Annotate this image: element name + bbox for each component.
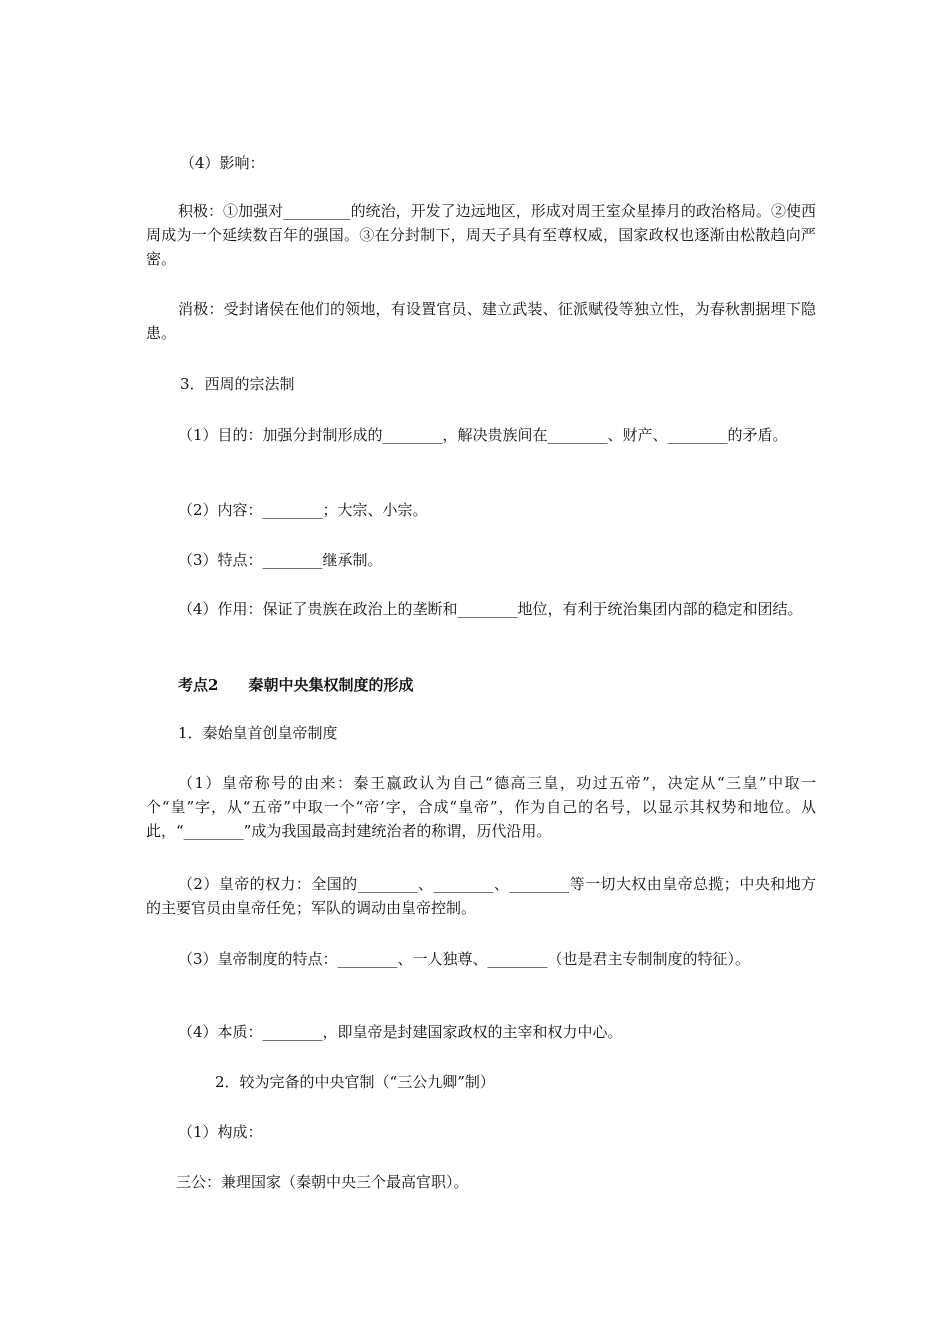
paragraph-three-dukes: 三公：兼理国家（秦朝中央三个最高官职）。 (176, 1173, 469, 1191)
paragraph-influence-heading: （4）影响： (180, 154, 265, 172)
topic-heading-2: 考点2 秦朝中央集权制度的形成 (178, 676, 414, 694)
paragraph-emperor-origin: （1）皇帝称号的由来：秦王嬴政认为自己“德高三皇，功过五帝”，决定从“三皇”中取一个“皇”字，从“五帝”中取一个“帝’字，合成“皇帝”，作为自己的名号，以显示其权势和地位。从此，“________”成为我国最高封建统治者的称谓，历代沿用。 (146, 774, 816, 840)
paragraph-zongfa-purpose: （1）目的：加强分封制形成的________，解决贵族间在________、财产、________的矛盾。 (178, 426, 788, 444)
paragraph-positive: 积极：①加强对_________的统治，开发了边远地区，形成对周王室众星捧月的政治格局。②使西周成为一个延续数百年的强国。③在分封制下，周天子具有至尊权威，国家政权也逐渐由松散趋向严密。 (146, 202, 816, 268)
section-heading-emperor: 1．秦始皇首创皇帝制度 (178, 724, 338, 742)
section-heading-zongfa: 3．西周的宗法制 (180, 375, 295, 393)
section-heading-officials: 2．较为完备的中央官制（“三公九卿”制） (215, 1073, 495, 1091)
paragraph-emperor-power: （2）皇帝的权力：全国的________、________、________等一切大权由皇帝总揽；中央和地方的主要官员由皇帝任免；军队的调动由皇帝控制。 (146, 875, 816, 917)
paragraph-negative: 消极：受封诸侯在他们的领地，有设置官员、建立武装、征派赋役等独立性，为春秋割据埋下隐患。 (146, 300, 816, 342)
paragraph-zongfa-function: （4）作用：保证了贵族在政治上的垄断和________地位，有利于统治集团内部的稳定和团结。 (178, 600, 803, 618)
paragraph-zongfa-content: （2）内容：________；大宗、小宗。 (178, 501, 428, 519)
paragraph-structure: （1）构成： (178, 1123, 263, 1141)
paragraph-emperor-feature: （3）皇帝制度的特点：________、一人独尊、________（也是君主专制制度的特征）。 (178, 950, 751, 968)
paragraph-zongfa-feature: （3）特点：________继承制。 (178, 551, 383, 569)
paragraph-emperor-essence: （4）本质：________，即皇帝是封建国家政权的主宰和权力中心。 (178, 1023, 623, 1041)
